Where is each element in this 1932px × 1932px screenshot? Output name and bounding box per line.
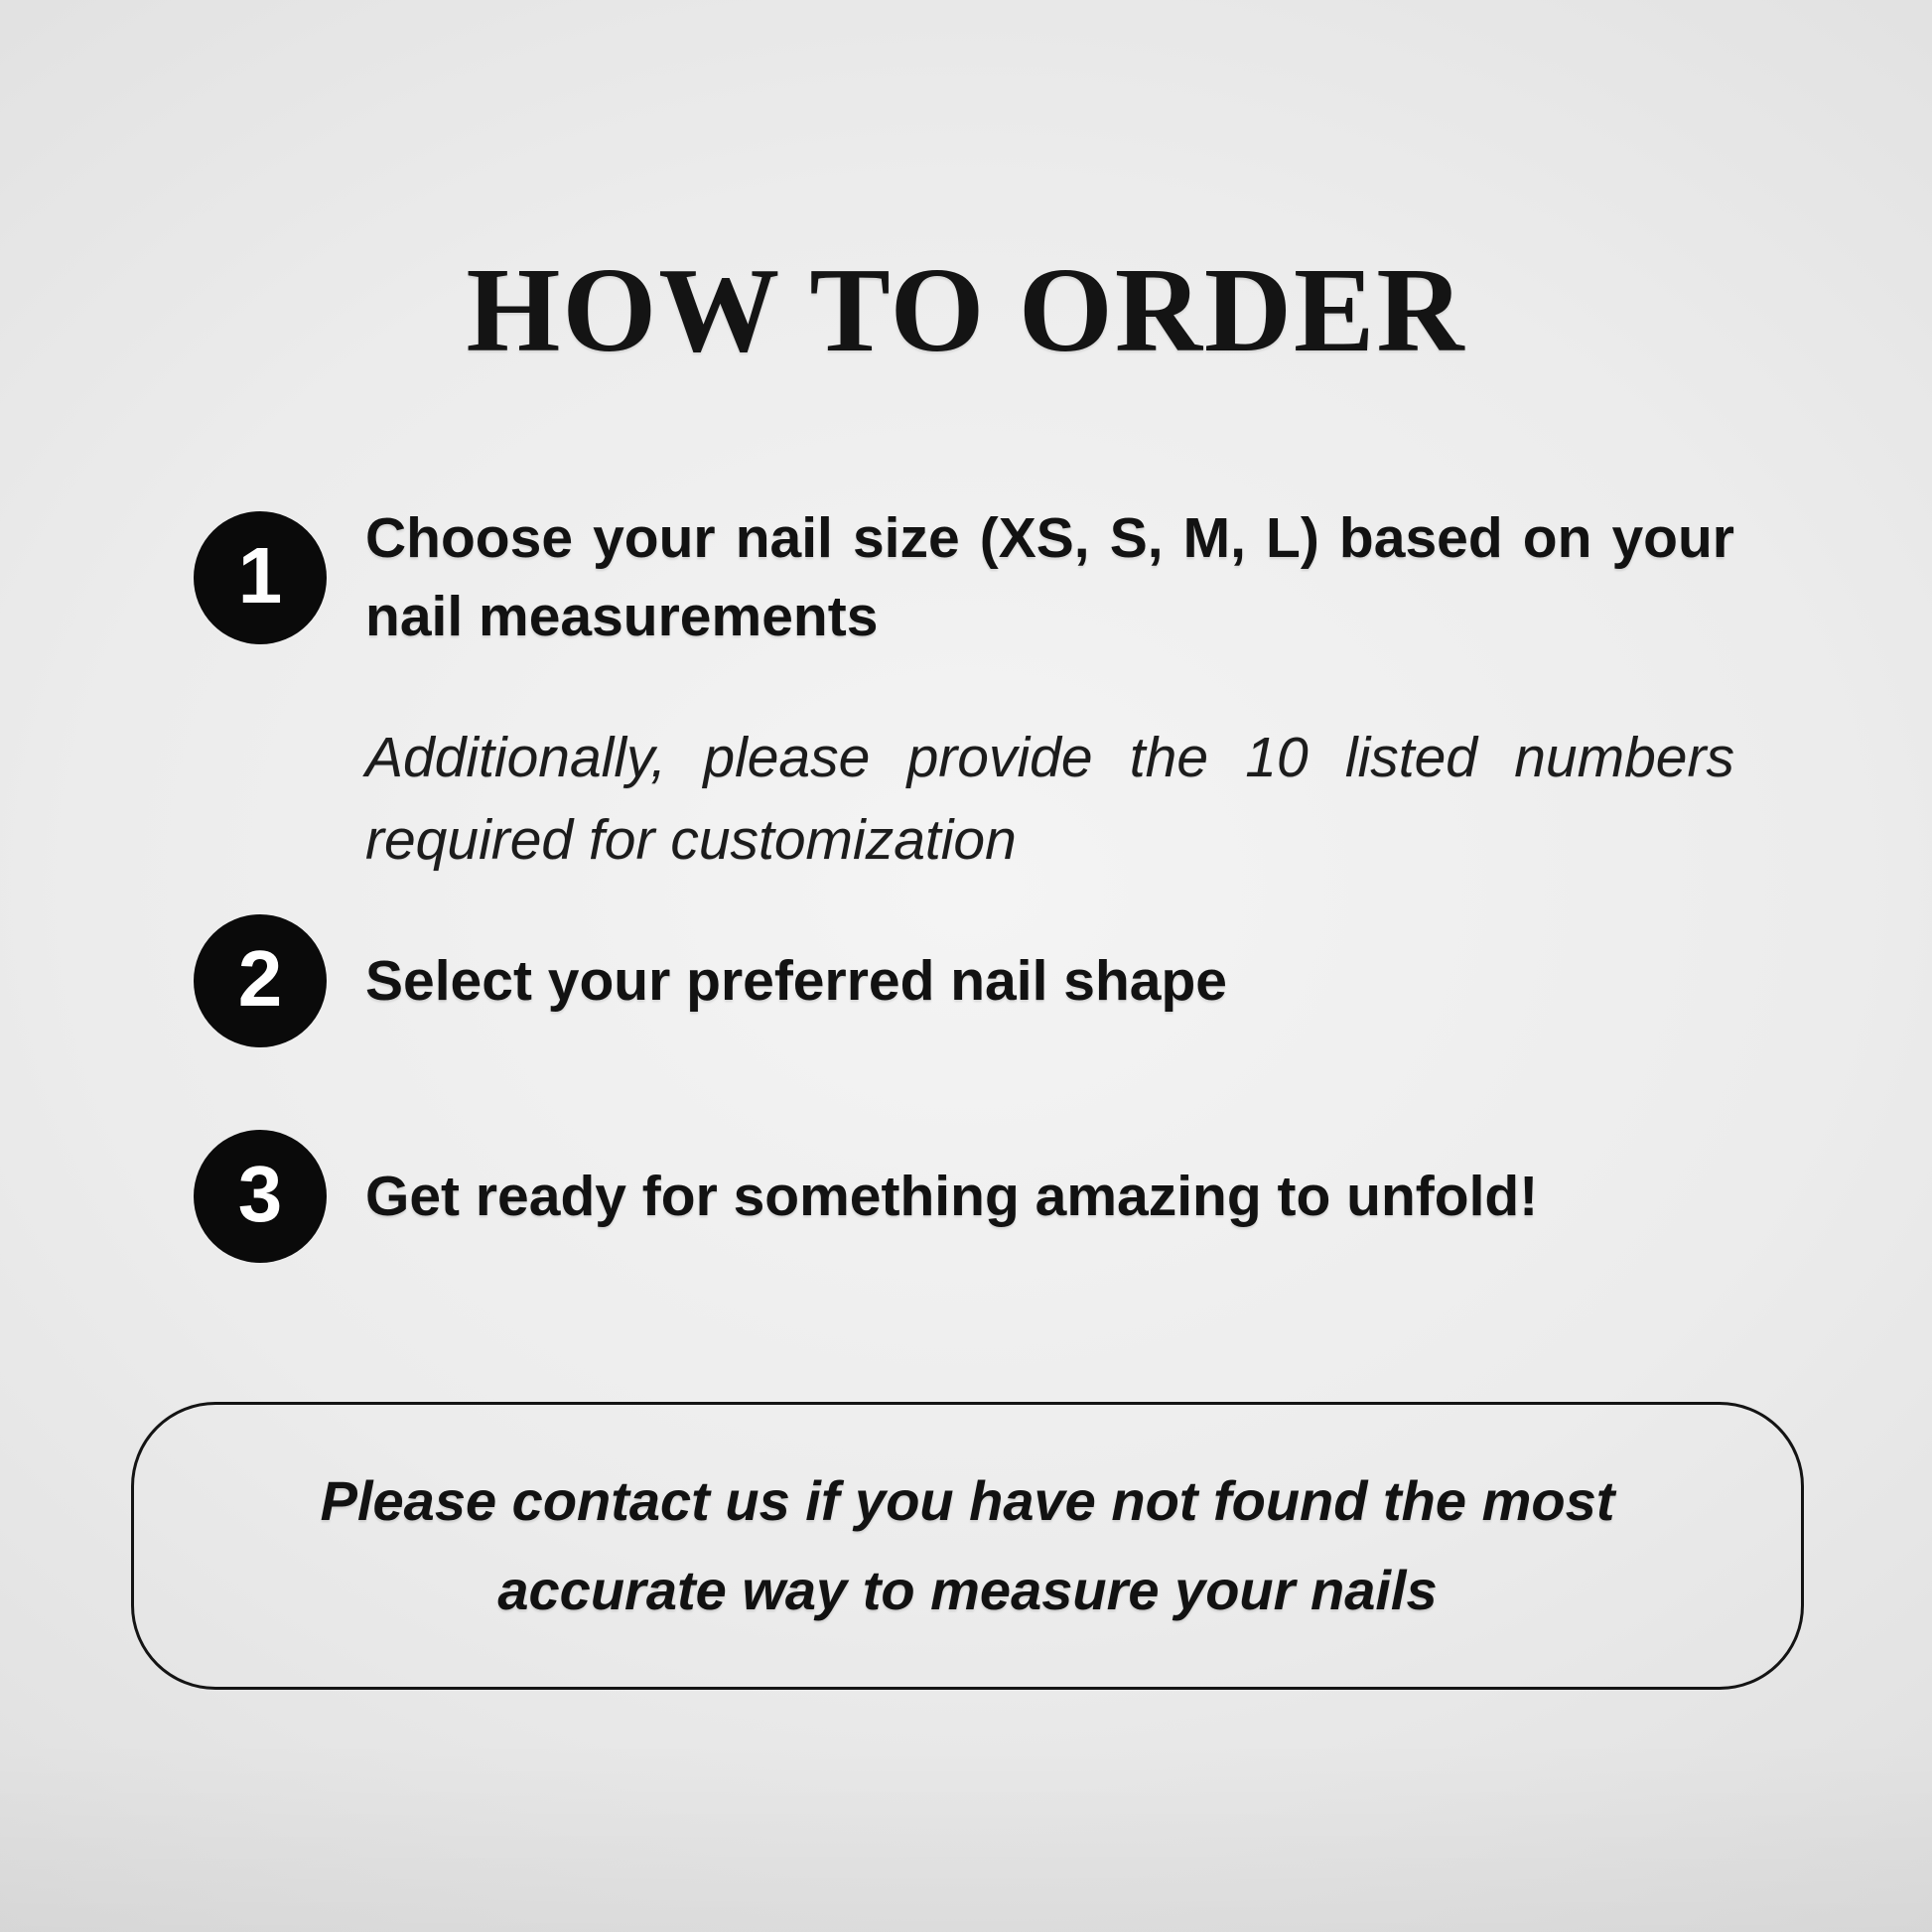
step-row-3 — [194, 1130, 1734, 1263]
step-row-1 — [194, 499, 1734, 656]
contact-note-text: Please contact us if you have not found the most accurate way to measure your nails — [320, 1469, 1615, 1621]
step-3-number-badge: 3 — [194, 1130, 327, 1263]
step-row-2 — [194, 914, 1734, 1047]
step-1-number-badge: 1 — [194, 511, 327, 644]
step-2-text: Select your preferred nail shape — [365, 948, 1227, 1013]
step-2-number-badge: 2 — [194, 914, 327, 1047]
page-title: HOW TO ORDER — [466, 243, 1466, 377]
step-1-subnote: Additionally, please provide the 10 listed numbers required for customization — [365, 726, 1734, 872]
step-1-text: Choose your nail size (XS, S, M, L) based on your nail measurements — [365, 506, 1734, 648]
contact-note-box — [131, 1402, 1804, 1690]
step-3-text: Get ready for something amazing to unfold! — [365, 1164, 1539, 1228]
